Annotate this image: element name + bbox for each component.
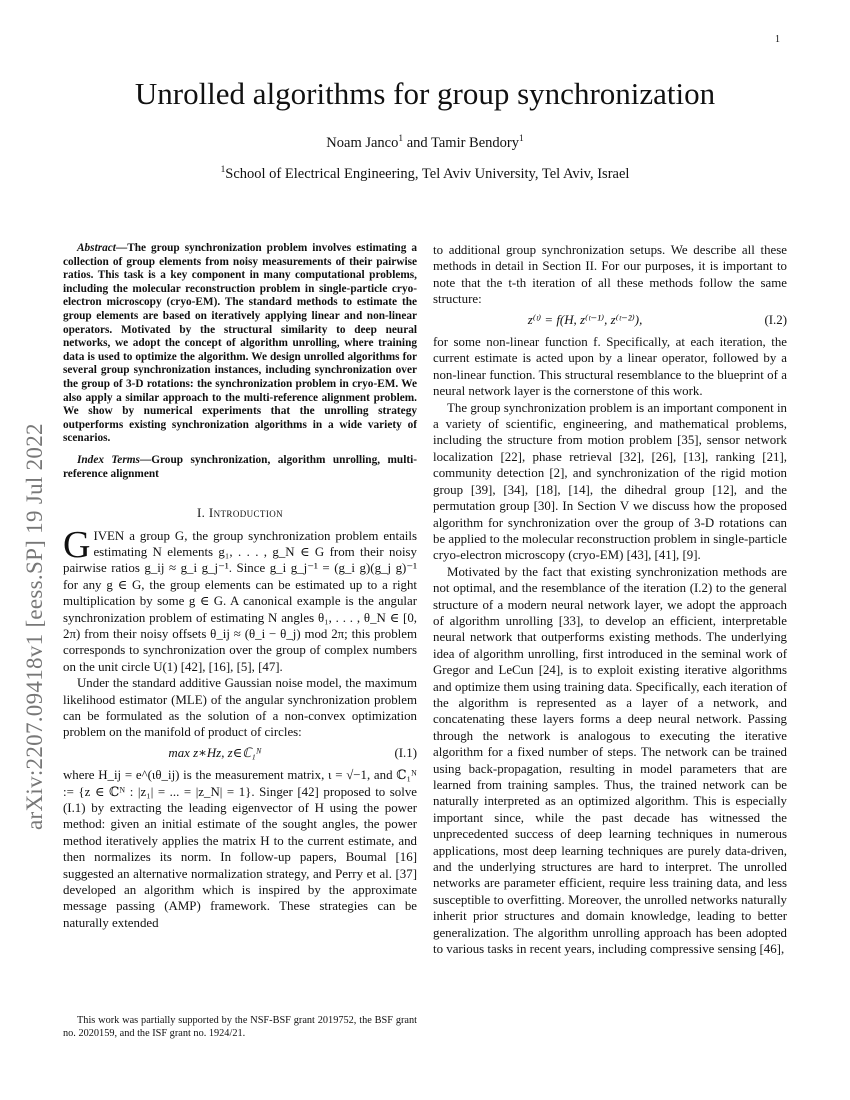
- affiliation-marker: 1: [220, 165, 226, 175]
- abstract-text: —The group synchronization problem involves estimating a collection of group elements from noisy measurements of their pairwise ratios. This task is a key component in many computational problems, including the molecular reconstruction problem in single-particle cryo-electron microscopy (cryo-EM). The standard methods to estimate the group elements are based on iteratively applying linear and non-linear operators. Motivated by the structural similarity to deep neural networks, we adopt the concept of algorithm unrolling, where training data is used to optimize the algorithm. We design unrolled algorithms for several group synchronization instances, including synchronization over the group of 3-D rotations: the synchronization problem in cryo-EM. We also apply a similar approach to the multi-reference alignment problem. We show by numerical experiments that the unrolling strategy outperforms existing synchronization algorithms in a wide variety of scenarios.: [63, 242, 417, 445]
- equation-i1-label: (I.1): [394, 745, 417, 760]
- arxiv-identifier[interactable]: arXiv:2207.09418v1 [eess.SP] 19 Jul 2022: [22, 423, 47, 830]
- intro-paragraph-1-text: IVEN a group G, the group synchronization problem entails estimating N elements g₁, . . . , g_N ∈ G from their noisy pairwise ratios g_ij ≈ g_i g_j⁻¹. Since g_i g_j⁻¹ = (g_i g)(g_j g)⁻¹ for any g ∈ G, the group elements can be estimated up to a right multiplication by some g ∈ G. A canonical example is the angular synchronization problem of estimating N angles θ₁, . . . , θ_N ∈ [0, 2π) from their noisy offsets θ_ij ≈ (θ_i − θ_j) mod 2π; this problem corresponds to synchronization over the group of complex numbers on the unit circle U(1) [42], [16], [5], [47].: [63, 528, 417, 674]
- intro-paragraph-2: Under the standard additive Gaussian noise model, the maximum likelihood estimator (MLE) of the angular synchronization problem can be formulated as the solution of a non-convex optimization problem on the manifold of product of circles:: [63, 676, 417, 740]
- index-terms-label: Index Terms: [77, 453, 140, 466]
- funding-footnote: This work was partially supported by the NSF-BSF grant 2019752, the BSF grant no. 2020159, and the ISF grant no. 1924/21.: [63, 1015, 417, 1039]
- drop-cap: G: [63, 523, 91, 566]
- right-paragraph-4: Motivated by the fact that existing synchronization methods are not optimal, and the resemblance of the iteration (I.2) to the general structure of a modern neural network layer, we adopt the approach of algorithm unrolling [33], to develop an efficient, interpretable neural network that outperforms existing methods. The underlying idea of algorithm unrolling, first introduced in the seminal work of Gregor and LeCun [24], is to exploit existing iterative algorithms and optimize them using training data. Specifically, each iteration of the algorithm is represented as a layer of a network, and concatenating these layers forms a deep neural network. Passing through the network is analogous to executing the iterative algorithm for a fixed number of steps. The network can be trained using back-propagation, resulting in model parameters that are learned from training samples. Thus, the trained network can be naturally interpreted as an optimized algorithm. This is especially important since, while the past decade has witnessed the unprecedented success of deep learning techniques in numerous applications, most deep learning techniques are purely data-driven, and the underlying structures are hard to interpret. The unrolled networks are parameter efficient, require less training data, and less susceptible to overfitting. Moreover, the unrolled networks naturally inherit prior structures and domain knowledge, leading to better generalization. The algorithm unrolling approach has been adopted to various tasks in recent years, including compressive sensing [46],: [433, 564, 787, 957]
- section-number: I.: [196, 506, 206, 521]
- equation-i1-body: max z∗Hz, z∈ℂ₁ᴺ: [168, 745, 262, 760]
- right-paragraph-2: for some non-linear function f. Specifically, at each iteration, the current estimate is acted upon by a linear operator, followed by a non-linear function. This structural resemblance to the blueprint of a neural network layer is the cornerstone of this work.: [433, 335, 787, 399]
- index-terms: [63, 454, 417, 481]
- section-title: Introduction: [208, 506, 284, 521]
- affiliation-text: School of Electrical Engineering, Tel Aviv University, Tel Aviv, Israel: [225, 165, 630, 182]
- right-column: [433, 242, 787, 957]
- author-1-affil: 1: [398, 134, 404, 144]
- index-terms-text: —Group synchronization, algorithm unrolling, multi-reference alignment: [63, 453, 418, 480]
- author-conjunction: and: [403, 134, 432, 151]
- equation-i2-label: (I.2): [764, 312, 787, 327]
- abstract-label: Abstract: [77, 242, 116, 254]
- section-heading-introduction: [63, 505, 417, 521]
- affiliation: [0, 165, 850, 183]
- left-column: [63, 242, 417, 931]
- equation-i2-body: z⁽ᵗ⁾ = f(H, z⁽ᵗ⁻¹⁾, z⁽ᵗ⁻²⁾),: [527, 312, 643, 327]
- abstract: [63, 242, 417, 446]
- page-number: 1: [775, 34, 780, 45]
- equation-i1: [63, 745, 417, 761]
- author-1: Noam Janco: [326, 134, 399, 151]
- right-paragraph-3: The group synchronization problem is an important component in a variety of scientific, engineering, and mathematical problems, including the structure from motion problem [35], sensor network localization [22], phase retrieval [32], [26], [13], ranking [21], community detection [2], and synchronization of the rigid motion group [39], [34], [18], [14], the dihedral group [12], and the permutation group [30]. In Section V we discuss how the proposed algorithm for synchronization over the group of 3-D rotations can be applied to the molecular reconstruction problem in single-particle cryo-electron microscopy (cryo-EM) [43], [41], [9].: [433, 400, 787, 563]
- author-2: Tamir Bendory: [431, 134, 519, 151]
- intro-paragraph-3: where H_ij = e^(ιθ_ij) is the measurement matrix, ι = √−1, and ℂ₁ᴺ := {z ∈ ℂᴺ : |z₁| = ... = |z_N| = 1}. Singer [42] proposed to solve (I.1) by extracting the leading eigenvector of H using the power method: given an initial estimate of the sought angles, the power method iteratively applies the matrix H to the current estimate, and then normalizes its norm. In follow-up papers, Boumal [16] suggested an alternative normalization strategy, and Perry et al. [37] developed an algorithm which is inspired by the approximate message passing (AMP) framework. These strategies can be naturally extended: [63, 768, 417, 930]
- equation-i2: [433, 312, 787, 328]
- author-2-affil: 1: [519, 134, 524, 144]
- right-paragraph-1: to additional group synchronization setups. We describe all these methods in detail in Section II. For our purposes, it is important to note that the t-th iteration of all these methods follow the same structure:: [433, 243, 787, 307]
- intro-paragraph-1: [63, 523, 417, 676]
- paper-title: Unrolled algorithms for group synchronization: [134, 76, 716, 111]
- author-list: [0, 134, 850, 152]
